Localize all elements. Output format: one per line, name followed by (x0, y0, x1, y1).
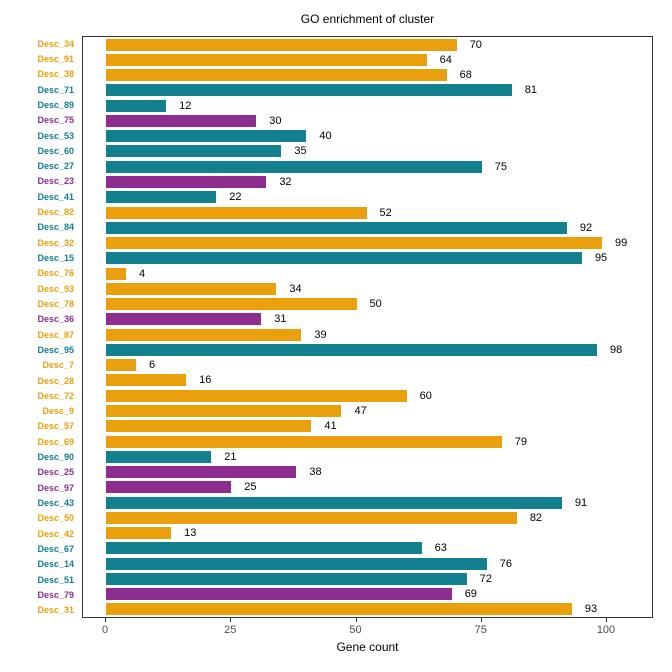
bar (106, 283, 276, 295)
x-tick (230, 618, 231, 622)
bar-row (83, 68, 652, 83)
bar-value-label: 72 (479, 572, 492, 585)
y-tick-label: Desc_38 (37, 69, 74, 80)
bar-row (83, 205, 652, 220)
y-tick-label: Desc_82 (37, 207, 74, 218)
y-tick-label: Desc_72 (37, 390, 74, 401)
bar (106, 558, 487, 570)
bar-row (83, 587, 652, 602)
y-tick-label: Desc_34 (37, 38, 74, 49)
bar (106, 69, 447, 81)
bar-row (83, 571, 652, 586)
bar-value-label: 76 (499, 557, 512, 570)
bar (106, 573, 467, 585)
bar-value-label: 70 (469, 38, 482, 51)
bar-row (83, 266, 652, 281)
y-tick-label: Desc_90 (37, 452, 74, 463)
y-tick-label: Desc_78 (37, 298, 74, 309)
y-tick-label: Desc_41 (37, 191, 74, 202)
bar-value-label: 63 (434, 542, 447, 555)
y-tick-label: Desc_50 (37, 513, 74, 524)
bar-row (83, 297, 652, 312)
bar-row (83, 174, 652, 189)
bar-row (83, 403, 652, 418)
y-tick-label: Desc_28 (37, 375, 74, 386)
bar-value-label: 93 (584, 603, 598, 616)
bar-value-label: 79 (514, 435, 528, 448)
bar (106, 588, 452, 600)
y-tick-label: Desc_87 (37, 329, 74, 340)
bar (106, 390, 407, 402)
y-tick-label: Desc_7 (42, 360, 74, 371)
y-tick-label: Desc_43 (37, 498, 74, 509)
bar-value-label: 40 (319, 130, 332, 143)
bar-row (83, 251, 652, 266)
bar (106, 252, 582, 264)
bar-row (83, 434, 652, 449)
y-tick-label: Desc_93 (37, 283, 74, 294)
bar (106, 374, 186, 386)
bar (106, 100, 166, 112)
bar-value-label: 13 (184, 527, 197, 540)
bar (106, 268, 126, 280)
y-tick-label: Desc_60 (37, 145, 74, 156)
bar-row (83, 98, 652, 113)
bar-value-label: 82 (529, 511, 543, 524)
bar (106, 130, 306, 142)
bar-row (83, 556, 652, 571)
bar (106, 527, 171, 539)
bar-row (83, 281, 652, 296)
bar-row (83, 449, 652, 464)
y-tick-label: Desc_27 (37, 161, 74, 172)
bar (106, 497, 562, 509)
x-tick-label: 75 (474, 624, 487, 636)
bar-row (83, 602, 652, 617)
bar-row (83, 388, 652, 403)
bar-row (83, 144, 652, 159)
bar-value-label: 75 (494, 160, 507, 173)
bar (106, 115, 256, 127)
bar-value-label: 81 (524, 84, 538, 97)
bar (106, 451, 211, 463)
y-tick-label: Desc_36 (37, 314, 74, 325)
bar-row (83, 342, 652, 357)
x-tick-label: 100 (596, 624, 616, 636)
plot-area (82, 36, 653, 618)
bar (106, 207, 367, 219)
bar-row (83, 52, 652, 67)
bar-value-label: 68 (459, 69, 472, 82)
y-tick-label: Desc_84 (37, 222, 74, 233)
bar-value-label: 41 (324, 420, 337, 433)
bar-row (83, 235, 652, 250)
bar (106, 405, 341, 417)
y-tick-label: Desc_97 (37, 482, 74, 493)
bar (106, 222, 567, 234)
bar-row (83, 510, 652, 525)
bar-value-label: 50 (369, 298, 382, 311)
bar-row (83, 129, 652, 144)
bar (106, 359, 136, 371)
y-tick-label: Desc_57 (37, 421, 74, 432)
bar-value-label: 4 (139, 267, 146, 280)
bar-value-label: 60 (419, 389, 432, 402)
bar-row (83, 190, 652, 205)
bar-row (83, 37, 652, 52)
bar (106, 542, 422, 554)
y-tick-label: Desc_23 (37, 176, 74, 187)
x-tick-label: 50 (349, 624, 362, 636)
x-tick-label: 0 (101, 624, 109, 636)
bar-value-label: 98 (609, 343, 623, 356)
y-tick-label: Desc_95 (37, 344, 74, 355)
bar (106, 313, 261, 325)
y-tick-label: Desc_79 (37, 589, 74, 600)
y-tick-label: Desc_67 (37, 543, 74, 554)
y-tick-label: Desc_71 (37, 84, 74, 95)
bar-value-label: 25 (244, 481, 257, 494)
y-tick-label: Desc_25 (37, 467, 74, 478)
bar-row (83, 113, 652, 128)
bar-value-label: 32 (279, 176, 292, 189)
bar-value-label: 69 (464, 588, 477, 601)
bar-value-label: 34 (289, 282, 302, 295)
bar-value-label: 38 (309, 466, 322, 479)
bar (106, 603, 572, 615)
bar (106, 420, 311, 432)
bar-value-label: 99 (614, 237, 628, 250)
bar-value-label: 30 (269, 114, 282, 127)
bar-value-label: 35 (294, 145, 307, 158)
y-tick-label: Desc_15 (37, 253, 74, 264)
bar-row (83, 526, 652, 541)
x-tick (356, 618, 357, 622)
bar-value-label: 21 (224, 450, 237, 463)
bar (106, 39, 457, 51)
bar-value-label: 12 (179, 99, 192, 112)
bar-row (83, 495, 652, 510)
bar (106, 84, 512, 96)
bar (106, 191, 216, 203)
y-tick-label: Desc_53 (37, 130, 74, 141)
bar-value-label: 64 (439, 53, 452, 66)
bar (106, 145, 281, 157)
bar-row (83, 220, 652, 235)
bar (106, 176, 266, 188)
bar (106, 481, 231, 493)
bar-row (83, 480, 652, 495)
bar-row (83, 419, 652, 434)
x-tick (481, 618, 482, 622)
bar-row (83, 358, 652, 373)
y-tick-label: Desc_76 (37, 268, 74, 279)
y-tick-label: Desc_14 (37, 559, 74, 570)
bar-value-label: 16 (199, 374, 212, 387)
bar (106, 436, 502, 448)
bar-value-label: 6 (149, 359, 156, 372)
bar (106, 161, 482, 173)
bar (106, 298, 357, 310)
bar-row (83, 327, 652, 342)
y-tick-label: Desc_75 (37, 115, 74, 126)
y-tick-label: Desc_91 (37, 53, 74, 64)
bar-row (83, 464, 652, 479)
y-tick-label: Desc_89 (37, 99, 74, 110)
x-tick (105, 618, 106, 622)
bar-row (83, 83, 652, 98)
x-axis-title: Gene count (336, 640, 399, 654)
bar (106, 237, 602, 249)
bar-value-label: 95 (594, 252, 608, 265)
y-tick-label: Desc_31 (37, 605, 74, 616)
y-tick-label: Desc_9 (42, 406, 74, 417)
bar (106, 329, 301, 341)
bar-value-label: 22 (229, 191, 242, 204)
y-tick-label: Desc_32 (37, 237, 74, 248)
chart-title: GO enrichment of cluster (300, 12, 435, 26)
y-axis-labels (0, 36, 74, 618)
x-tick (606, 618, 607, 622)
y-tick-label: Desc_42 (37, 528, 74, 539)
bar-row (83, 373, 652, 388)
bar-row (83, 312, 652, 327)
bar-value-label: 92 (579, 221, 593, 234)
x-tick-label: 25 (224, 624, 237, 636)
bar (106, 512, 517, 524)
y-tick-label: Desc_69 (37, 436, 74, 447)
bar-value-label: 31 (274, 313, 287, 326)
bar-value-label: 47 (354, 405, 367, 417)
y-tick-label: Desc_51 (37, 574, 74, 585)
bar (106, 466, 296, 478)
bar-value-label: 39 (314, 328, 327, 341)
bar-value-label: 52 (379, 206, 392, 219)
bar (106, 344, 597, 356)
bar (106, 54, 427, 66)
bar-row (83, 159, 652, 174)
bar-row (83, 541, 652, 556)
bar-value-label: 91 (574, 496, 588, 509)
